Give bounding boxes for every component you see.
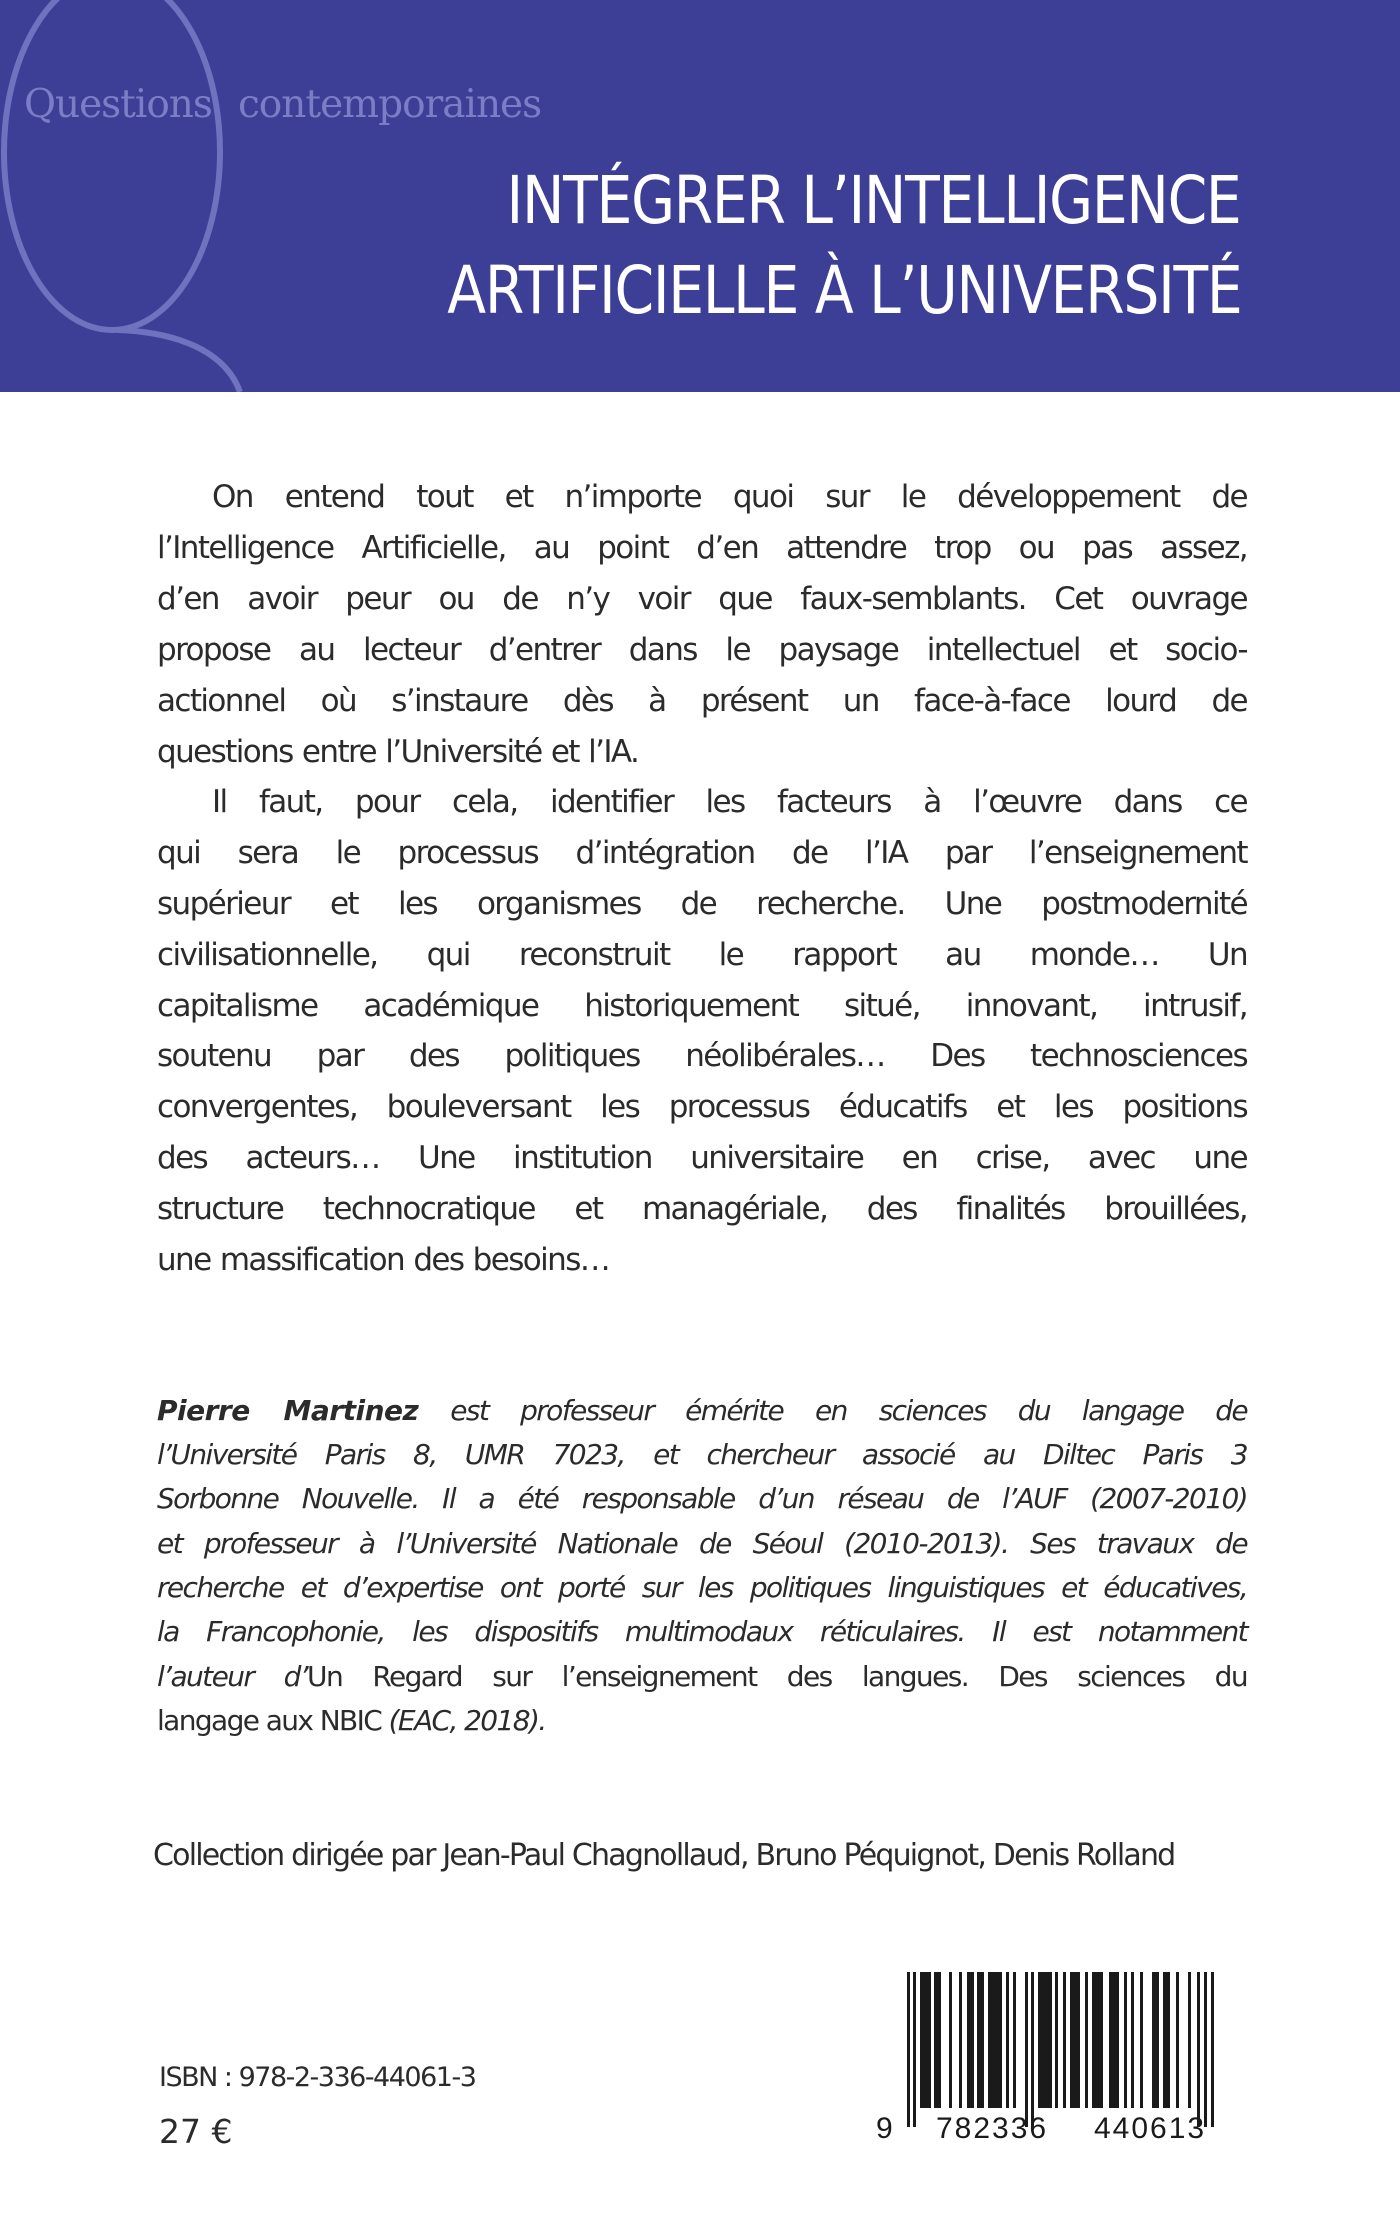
bio-line: Sorbonne Nouvelle. Il a été responsable d’un réseau de l’AUF (2007-2010) <box>157 1482 1247 1515</box>
author-name: Pierre Martinez <box>157 1394 419 1427</box>
barcode-left-digits: 782336 <box>936 2112 1049 2145</box>
blurb-line: questions entre l’Université et l’IA. <box>157 734 639 770</box>
bio-line <box>157 1659 1247 1695</box>
blurb-line: supérieur et les organismes de recherche. Une postmodernité <box>157 886 1247 922</box>
blurb-line: propose au lecteur d’entrer dans le paysage intellectuel et socio- <box>157 632 1247 668</box>
blurb-line: structure technocratique et managériale, des finalités brouillées, <box>157 1191 1247 1227</box>
blurb-line: d’en avoir peur ou de n’y voir que faux-semblants. Cet ouvrage <box>157 581 1247 617</box>
blurb-line: soutenu par des politiques néolibérales… Des technosciences <box>157 1038 1247 1074</box>
blurb-line: qui sera le processus d’intégration de l’IA par l’enseignement <box>157 835 1247 871</box>
blurb-line: On entend tout et n’importe quoi sur le développement de <box>212 479 1247 515</box>
blurb-line: civilisationnelle, qui reconstruit le rapport au monde… Un <box>157 937 1247 973</box>
bio-line: et professeur à l’Université Nationale de Séoul (2010-2013). Ses travaux de <box>157 1527 1247 1560</box>
barcode-first-digit: 9 <box>876 2112 895 2145</box>
price: 27 € <box>159 2112 233 2151</box>
bio-line: la Francophonie, les dispositifs multimodaux réticulaires. Il est notamment <box>157 1615 1247 1648</box>
isbn: ISBN : 978-2-336-44061-3 <box>159 2062 476 2093</box>
blurb-line: actionnel où s’instaure dès à présent un face-à-face lourd de <box>157 683 1247 719</box>
series-name <box>24 82 541 127</box>
bio-line <box>157 1703 1247 1739</box>
blurb-line: des acteurs… Une institution universitaire en crise, avec une <box>157 1140 1247 1176</box>
blurb-line: Il faut, pour cela, identifier les facteurs à l’œuvre dans ce <box>212 784 1247 820</box>
blurb-line: l’Intelligence Artificielle, au point d’en attendre trop ou pas assez, <box>157 530 1247 566</box>
barcode-right-digits: 440613 <box>1094 2112 1207 2145</box>
bio-line <box>157 1393 1247 1429</box>
cover-header-band <box>0 0 1400 392</box>
series-word-contemporaines: contemporaines <box>237 82 542 127</box>
blurb-line: une massification des besoins… <box>157 1242 610 1278</box>
bio-line: recherche et d’expertise ont porté sur les politiques linguistiques et éducatives, <box>157 1571 1247 1604</box>
book-reference-title: langage aux NBIC <box>157 1704 389 1737</box>
book-reference-publisher: (EAC, 2018). <box>388 1704 546 1737</box>
bio-line: l’Université Paris 8, UMR 7023, et chercheur associé au Diltec Paris 3 <box>157 1438 1247 1471</box>
series-word-questions: Questions <box>24 82 212 127</box>
blurb-line: capitalisme académique historiquement situé, innovant, intrusif, <box>157 988 1247 1024</box>
blurb-line: convergentes, bouleversant les processus éducatifs et les positions <box>157 1089 1247 1125</box>
book-reference-title: Un Regard sur l’enseignement des langues. Des sciences du <box>307 1660 1247 1693</box>
collection-editors: Collection dirigée par Jean-Paul Chagnollaud, Bruno Péquignot, Denis Rolland <box>153 1838 1175 1873</box>
bio-text: l’auteur d’ <box>157 1660 308 1693</box>
q-letter-logo-icon <box>0 0 300 392</box>
book-title-line-1: INTÉGRER L’INTELLIGENCE <box>506 162 1241 239</box>
bio-text: est professeur émérite en sciences du langage de <box>450 1394 1248 1427</box>
book-title-line-2: ARTIFICIELLE À L’UNIVERSITÉ <box>446 252 1241 329</box>
